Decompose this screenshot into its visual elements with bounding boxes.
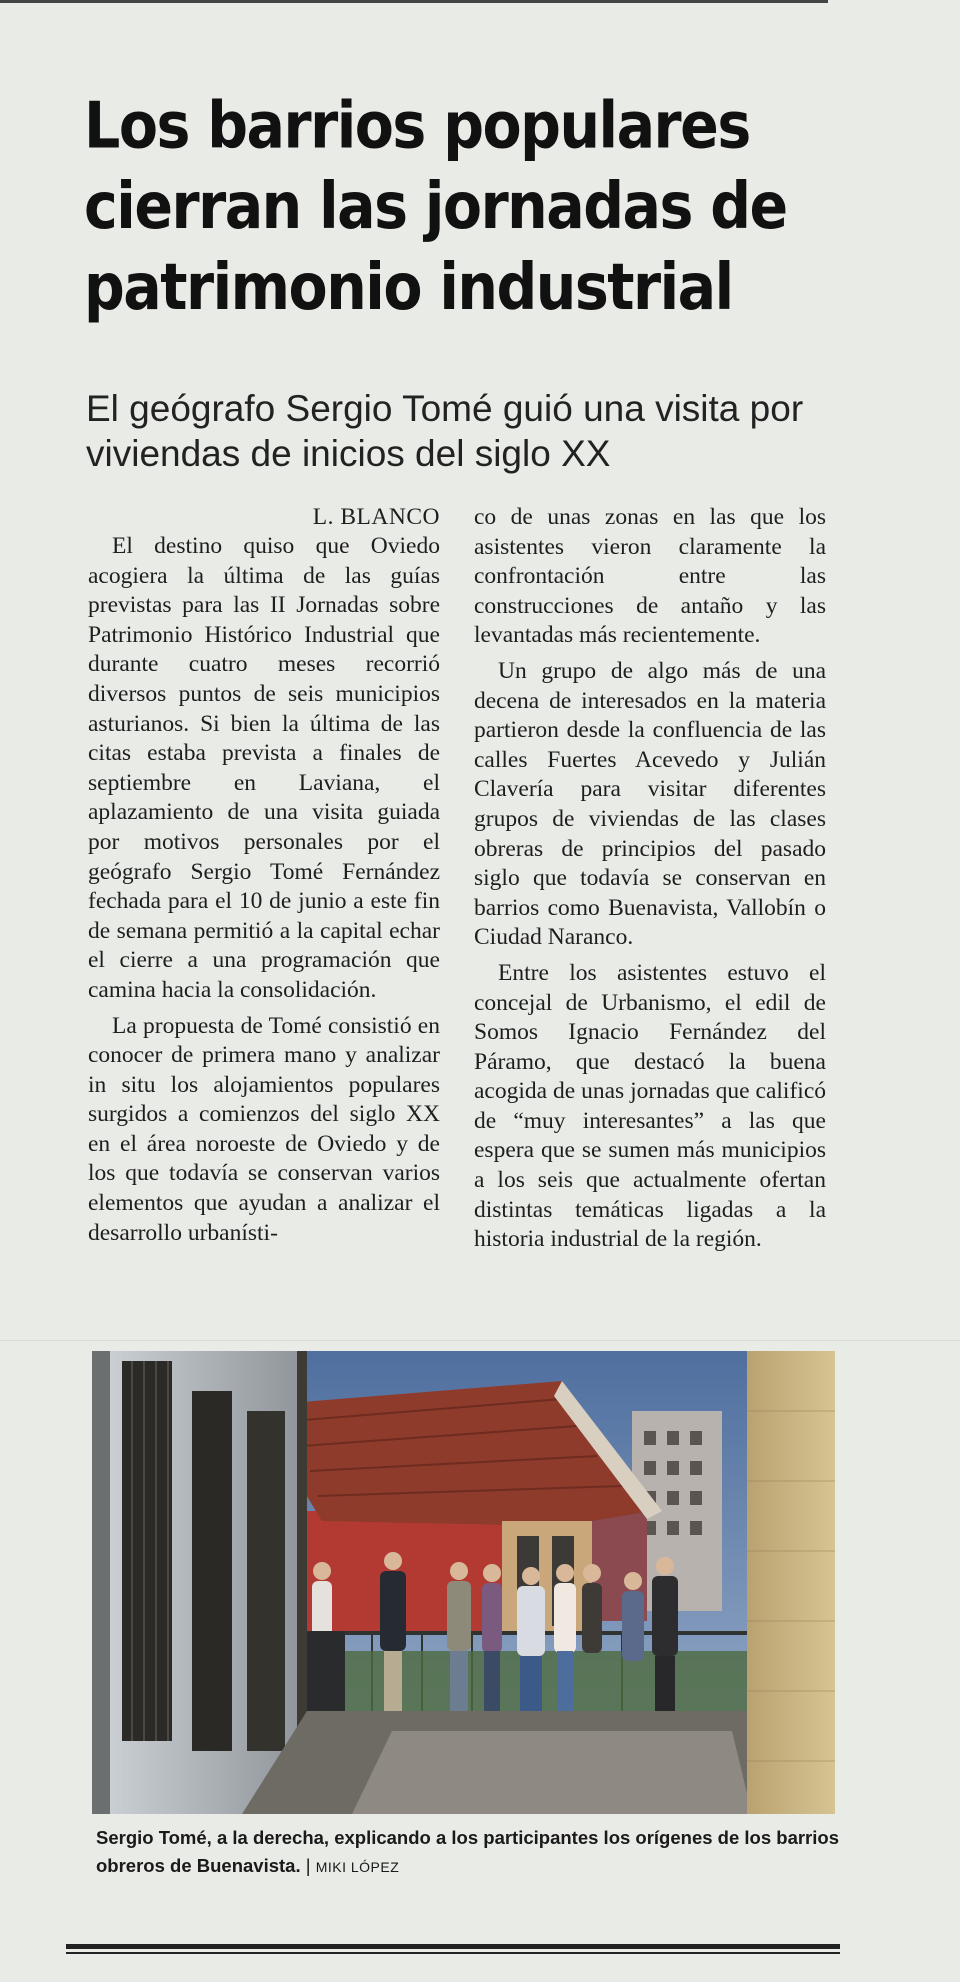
caption-text: Sergio Tomé, a la derecha, explicando a los participantes los orígenes de los barrios obreros de Buenavista. [96,1827,839,1876]
paragraph: Un grupo de algo más de una decena de interesados en la materia partieron desde la confluencia de las calles Fuertes Acevedo y Julián Clavería para visitar diferentes grupos de viviendas de las clases obreras de principios del pasado siglo que todavía se conservan en barrios como Buenavista, Vallobín o Ciudad Naranco. [474,657,826,951]
paragraph: La propuesta de Tomé consistió en conocer de primera mano y analizar in situ los alojamientos populares surgidos a comienzos del siglo XX en el área noroeste de Oviedo y de los que todavía se conservan varios elementos que ayudan a analizar el desarrollo urbanísti- [88,1012,440,1246]
article-column-2 [474,503,826,1255]
headline: Los barrios populares cierran las jornadas de patrimonio industrial [84,89,787,325]
paragraph: El destino quiso que Oviedo acogiera la última de las guías previstas para las II Jornadas sobre Patrimonio Histórico Industrial que durante cuatro meses recorrió diversos puntos de seis municipios asturianos. Si bien la última de las citas estaba prevista a finales de septiembre en Laviana, el aplazamiento de una visita guiada por motivos personales por el geógrafo Sergio Tomé Fernández fechada para el 10 de junio a este fin de semana permitió a la capital echar el cierre a una programación que camina hacia la consolidación. [88,533,440,1003]
paragraph: co de unas zonas en las que los asistentes vieron claramente la confrontación entre las construcciones de antaño y las levantadas más recientemente. [474,504,826,649]
photo-scene [92,1351,835,1814]
paragraph: Entre los asistentes estuvo el concejal de Urbanismo, el edil de Somos Ignacio Fernández del Páramo, que destacó la buena acogida de unas jornadas que calificó de “muy interesantes” a las que espera que se sumen más municipios a los seis que actualmente ofertan distintas temáticas ligadas a la historia industrial de la región. [474,959,826,1253]
photo-caption [96,1824,846,1881]
caption-separator: | [305,1855,311,1876]
byline: L. BLANCO [312,504,440,530]
subheadline: El geógrafo Sergio Tomé guió una visita por viviendas de inicios del siglo XX [86,388,804,474]
news-photo [92,1351,835,1814]
bottom-rule [66,1944,840,1949]
photo-credit: MIKI LÓPEZ [315,1859,400,1875]
article-column-1 [88,503,440,1248]
top-rule [0,0,828,3]
page-fold [0,1340,960,1341]
bottom-rule-thin [66,1952,840,1954]
